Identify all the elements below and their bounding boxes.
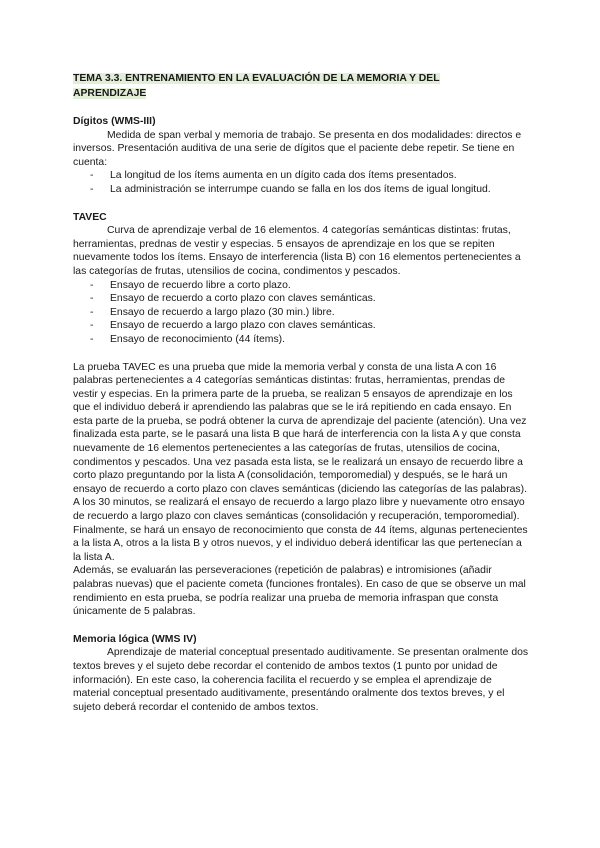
list-digitos xyxy=(73,169,529,196)
document-title xyxy=(73,72,529,101)
section-heading-memoria-logica: Memoria lógica (WMS IV) xyxy=(73,633,197,645)
list-item: - Ensayo de recuerdo a largo plazo (30 min.) libre. xyxy=(73,306,529,320)
section-heading-tavec: TAVEC xyxy=(73,211,107,223)
paragraph-tavec-intro: Curva de aprendizaje verbal de 16 elementos. 4 categorías semánticas distintas: frutas, herramientas, prednas de vestir y especias. 5 ensayos de aprendizaje en los que se repiten nuevamente todos los ítems. Ensayo de interferencia (lista B) con 16 elementos pertenecientes a las categorías de frutas, utensilios de cocina, condimentos y pescados. xyxy=(73,225,521,277)
paragraph-tavec-body-2: Además, se evaluarán las perseveraciones (repetición de palabras) e intromisiones (añadir palabras nuevas) que el paciente cometa (funciones frontales). En caso de que se observe un mal rendimiento en esta prueba, se podría realizar una prueba de memoria infraspan que consta únicamente de 5 palabras. xyxy=(73,565,526,618)
list-item: - Ensayo de recuerdo a largo plazo con claves semánticas. xyxy=(73,319,529,333)
section-digitos xyxy=(73,115,529,197)
title-line-2: APRENDIZAJE xyxy=(73,87,147,99)
document-page xyxy=(73,72,529,714)
list-tavec xyxy=(73,279,529,347)
section-tavec xyxy=(73,211,529,619)
list-item: - Ensayo de recuerdo libre a corto plazo. xyxy=(73,279,529,293)
list-item: - Ensayo de recuerdo a corto plazo con claves semánticas. xyxy=(73,292,529,306)
title-line-1: TEMA 3.3. ENTRENAMIENTO EN LA EVALUACIÓN DE LA MEMORIA Y DEL xyxy=(73,73,440,84)
paragraph-memoria-logica: Aprendizaje de material conceptual presentado auditivamente. Se presentan oralmente dos textos breves y el sujeto debe recordar el contenido de ambos textos (1 punto por unidad de información). En este caso, la coherencia facilita el recuerdo y se emplea el aprendizaje de material conceptual presentado auditivamente, presentándo oralmente dos textos breves, y el sujeto deberá recordar el contenido de ambos textos. xyxy=(73,647,529,713)
paragraph-tavec-body-1: La prueba TAVEC es una prueba que mide la memoria verbal y consta de una lista A con 16 palabras pertenecientes a 4 categorías semánticas distintas: frutas, herramientas, prendas de vestir y especias. En la primera parte de la prueba, se realizan 5 ensayos de aprendizaje en los que el individuo deberá ir aprendiendo las palabras que se le irá repitiendo en cada ensayo. En esta parte de la prueba, se podrá obtener la curva de aprendizaje del paciente (atención). Una vez finalizada esta parte, se le pasará una lista B que hará de interferencia con la lista A y que consta nuevamente de 16 elementos pertenecientes a las categorías de frutas, utensilios de cocina, condimentos y pescados. Una vez pasada esta lista, se le realizará un ensayo de recuerdo libre a corto plazo preguntando por la lista A (consolidación, temporomedial) y después, se le hará un ensayo de recuerdo a corto plazo con claves semánticas (diciendo las categorías de las palabras). A los 30 minutos, se realizará el ensayo de recuerdo a largo plazo libre y nuevamente otro ensayo de recuerdo a largo plazo con claves semánticas (consolidación y recuperación, temporomedial). Finalmente, se hará un ensayo de reconocimiento que consta de 44 ítems, algunas pertenecientes a la lista A, otros a la lista B y otros nuevos, y el individuo deberá identificar las que pertenecían a la lista A. xyxy=(73,361,528,563)
list-item: - La administración se interrumpe cuando se falla en los dos ítems de igual longitud. xyxy=(73,183,529,197)
paragraph-digitos: Medida de span verbal y memoria de trabajo. Se presenta en dos modalidades: directos e inversos. Presentación auditiva de una serie de dígitos que el paciente debe repetir. Se tiene en cuenta: xyxy=(73,129,522,168)
section-memoria-logica xyxy=(73,633,529,715)
list-item: - Ensayo de reconocimiento (44 ítems). xyxy=(73,333,529,347)
list-item: - La longitud de los ítems aumenta en un dígito cada dos ítems presentados. xyxy=(73,169,529,183)
section-heading-digitos: Dígitos (WMS-III) xyxy=(73,116,156,127)
